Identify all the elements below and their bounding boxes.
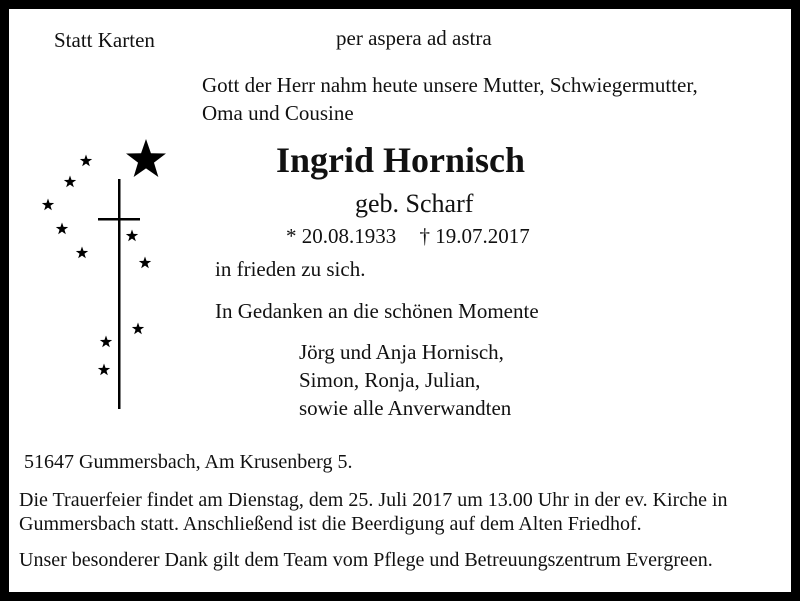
funeral-line-2: Gummersbach statt. Anschließend ist die Beerdigung auf dem Alten Friedhof. [19,513,642,535]
mourner-line-3: sowie alle Anverwandten [299,396,512,420]
birth-name: geb. Scharf [355,189,474,218]
star-icon [76,247,88,259]
memory-line: In Gedanken an die schönen Momente [215,299,539,323]
dagger-icon: † [419,224,430,248]
cross-with-stars-decoration [39,139,184,414]
star-icon [64,176,76,188]
mourner-line-1: Jörg und Anja Hornisch, [299,340,504,364]
closing-line: in frieden zu sich. [215,257,366,281]
mourner-line-2: Simon, Ronja, Julian, [299,368,481,392]
motto: per aspera ad astra [336,26,492,50]
cross-icon [98,179,140,409]
star-icon [98,364,110,376]
star-icon [132,323,144,335]
birth-date: * 20.08.1933 [286,224,397,248]
thanks-line: Unser besonderer Dank gilt dem Team vom Pflege und Betreuungszentrum Evergreen. [19,549,713,571]
deceased-name: Ingrid Hornisch [276,140,526,180]
statt-karten-label: Statt Karten [54,28,155,52]
star-icon [100,336,112,348]
star-icon [139,257,151,269]
intro-line-2: Oma und Cousine [202,101,354,125]
star-icon [42,199,54,211]
intro-line-1: Gott der Herr nahm heute unsere Mutter, Schwiegermutter, [202,73,698,97]
star-icon [80,155,92,167]
star-icon [56,223,68,235]
life-dates [286,226,530,247]
address-line: 51647 Gummersbach, Am Krusenberg 5. [24,451,353,473]
funeral-line-1: Die Trauerfeier findet am Dienstag, dem 25. Juli 2017 um 13.00 Uhr in der ev. Kirche in [19,489,728,511]
star-icon [126,230,138,242]
death-date: 19.07.2017 [435,224,530,248]
large-star-icon [126,139,166,177]
